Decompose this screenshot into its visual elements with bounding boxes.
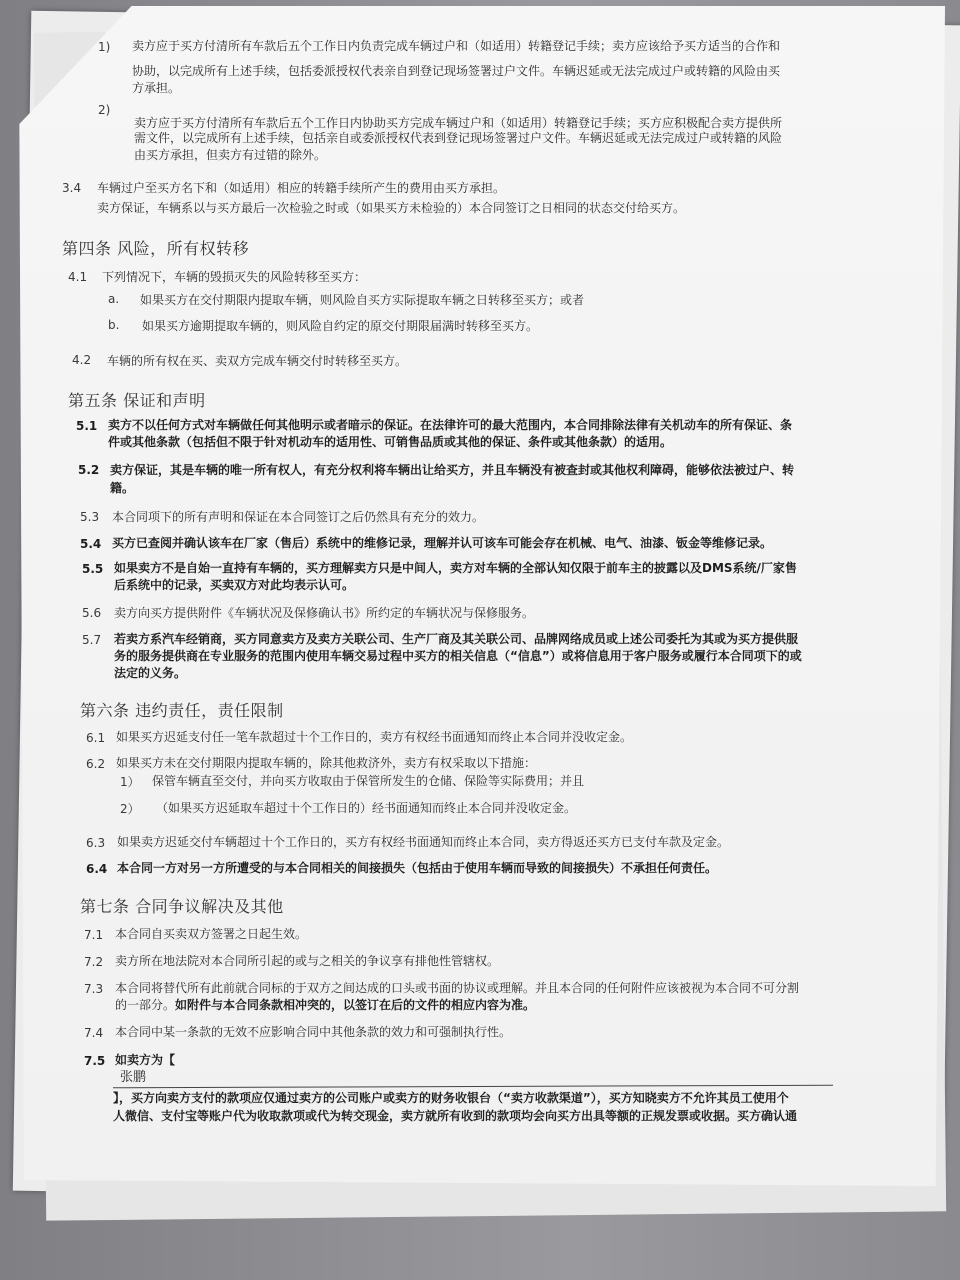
clause-text: 如果买方迟延支付任一笔车款超过十个工作日的，卖方有权经书面通知而终止本合同并没收定金。 [116, 730, 633, 744]
item-number: 2) [98, 103, 111, 117]
item-letter: a. [108, 292, 120, 306]
clause-text: 人微信、支付宝等账户代为收取款项或代为转交现金，卖方就所有收到的款项均会向买方出具等额的正规发票或收据。买方确认通 [113, 1109, 798, 1123]
clause-number: 5.2 [78, 463, 100, 477]
clause-text: 如卖方为【 [115, 1053, 176, 1067]
clause-number: 5.3 [80, 510, 100, 524]
clause-number: 4.2 [72, 353, 92, 367]
clause-text: 由买方承担，但卖方有过错的除外。 [134, 148, 327, 162]
seller-name-field: 张鹏 [120, 1070, 147, 1085]
clause-text: 卖方所在地法院对本合同所引起的或与之相关的争议享有排他性管辖权。 [115, 954, 500, 968]
clause-text: 法定的义务。 [114, 666, 187, 680]
clause-number: 6.4 [86, 862, 108, 876]
clause-text: 卖方不以任何方式对车辆做任何其他明示或者暗示的保证。在法律许可的最大范围内，本合同排除法律有关机动车的所有保证、条 [108, 418, 793, 432]
clause-text: 本合同将替代所有此前就合同标的于双方之间达成的口头或书面的协议或理解。并且本合同的任何附件应该被视为本合同不可分割 [115, 981, 800, 995]
article-heading: 第七条 合同争议解决及其他 [80, 897, 284, 916]
clause-text: 本合同中某一条款的无效不应影响合同中其他条款的效力和可强制执行性。 [115, 1025, 512, 1039]
clause-number: 6.2 [86, 757, 106, 771]
clause-text: 如果买方未在交付期限内提取车辆的，除其他救济外，卖方有权采取以下措施： [116, 756, 537, 770]
clause-text: 后系统中的记录，买卖双方对此均表示认可。 [114, 578, 355, 592]
clause-text: 本合同一方对另一方所遭受的与本合同相关的间接损失（包括由于使用车辆而导致的间接损失）不承担任何责任。 [117, 861, 718, 875]
clause-text: 卖方应于买方付清所有车款后五个工作日内负责完成车辆过户和（如适用）转籍登记手续；卖方应该给予买方适当的合作和 [132, 39, 781, 53]
clause-text-part: 如附件与本合同条款相冲突的，以签订在后的文件的相应内容为准。 [175, 998, 536, 1012]
clause-text [115, 997, 535, 1013]
item-number: 1） [120, 775, 140, 789]
clause-number: 6.1 [86, 731, 106, 745]
clause-text: 本合同项下的所有声明和保证在本合同签订之后仍然具有充分的效力。 [112, 510, 485, 524]
clause-text: 车辆过户至买方名下和（如适用）相应的转籍手续所产生的费用由买方承担。 [97, 181, 506, 195]
clause-text: 卖方保证，车辆系以与买方最后一次检验之时或（如果买方未检验的）本合同签订之日相同的状态交付给买方。 [97, 201, 686, 215]
fill-in-underline [113, 1085, 833, 1089]
clause-text: 件或其他条款（包括但不限于针对机动车的适用性、可销售品质或其他的保证、条件或其他条款）的适用。 [108, 435, 673, 449]
clause-text: 如果买方在交付期限内提取车辆，则风险自买方实际提取车辆之日转移至买方；或者 [140, 293, 585, 307]
clause-text: 本合同自买卖双方签署之日起生效。 [115, 927, 308, 941]
clause-text: 保管车辆直至交付，并向买方收取由于保管所发生的仓储、保险等实际费用；并且 [152, 774, 585, 788]
article-heading: 第四条 风险，所有权转移 [62, 239, 250, 258]
clause-text: 如果买方逾期提取车辆的，则风险自约定的原交付期限届满时转移至买方。 [142, 319, 539, 333]
clause-text: 如果卖方不是自始一直持有车辆的，买方理解卖方只是中间人，卖方对车辆的全部认知仅限于前车主的披露以及DMS系统/厂家售 [114, 561, 797, 575]
item-letter: b. [108, 318, 120, 332]
clause-text: 买方已查阅并确认该车在厂家（售后）系统中的维修记录，理解并认可该车可能会存在机械、电气、油漆、钣金等维修记录。 [112, 536, 773, 550]
clause-text: 如果卖方迟延交付车辆超过十个工作日的，买方有权经书面通知而终止本合同，卖方得返还买方已支付车款及定金。 [117, 835, 730, 849]
clause-text: 务的服务提供商在专业服务的范围内使用车辆交易过程中买方的相关信息（“信息”）或将信息用于客户服务或履行本合同项下的或 [114, 649, 802, 663]
clause-number: 5.7 [82, 633, 102, 647]
clause-text: 卖方保证，其是车辆的唯一所有权人，有充分权利将车辆出让给买方，并且车辆没有被查封或其他权利障碍，能够依法被过户、转 [110, 463, 795, 477]
clause-number: 5.1 [76, 419, 98, 433]
clause-number: 3.4 [62, 181, 82, 195]
clause-text: 方承担。 [132, 81, 181, 95]
item-number: 2） [120, 802, 140, 816]
article-heading: 第六条 违约责任，责任限制 [80, 701, 284, 720]
clause-number: 7.3 [84, 982, 104, 996]
clause-text: （如果买方迟延取车超过十个工作日的）经书面通知而终止本合同并没收定金。 [156, 801, 577, 815]
clause-text: 若卖方系汽车经销商，买方同意卖方及卖方关联公司、生产厂商及其关联公司、品牌网络成员或上述公司委托为其或为买方提供服 [114, 632, 799, 646]
clause-text: 车辆的所有权在买、卖双方完成车辆交付时转移至买方。 [107, 354, 408, 368]
clause-text: 卖方向买方提供附件《车辆状况及保修确认书》所约定的车辆状况与保修服务。 [114, 606, 535, 620]
clause-number: 6.3 [86, 836, 106, 850]
clause-number: 5.4 [80, 537, 102, 551]
clause-text: 需文件，以完成所有上述手续，包括亲自或委派授权代表到登记现场签署过户文件。车辆迟延或无法完成过户或转籍的风险 [134, 131, 783, 145]
clause-number: 5.6 [82, 606, 102, 620]
clause-number: 7.2 [84, 955, 104, 969]
article-heading: 第五条 保证和声明 [68, 391, 206, 410]
clause-number: 5.5 [82, 562, 104, 576]
clause-number: 7.5 [84, 1054, 106, 1068]
item-number: 1) [98, 40, 111, 54]
clause-text: 协助，以完成所有上述手续，包括委派授权代表亲自到登记现场签署过户文件。车辆迟延或无法完成过户或转籍的风险由买 [132, 64, 781, 78]
clause-text: 籍。 [110, 481, 135, 495]
clause-number: 7.1 [84, 928, 104, 942]
clause-number: 7.4 [84, 1026, 104, 1040]
clause-number: 4.1 [68, 270, 88, 284]
clause-text-part: 的一部分。 [115, 998, 176, 1012]
clause-text: 下列情况下，车辆的毁损灭失的风险转移至买方： [102, 270, 367, 284]
clause-text: 卖方应于买方付清所有车款后五个工作日内协助买方完成车辆过户和（如适用）转籍登记手续；买方应积极配合卖方提供所 [134, 116, 783, 130]
clause-text: 】，买方向卖方支付的款项应仅通过卖方的公司账户或卖方的财务收银台（“卖方收款渠道”），买方知晓卖方不允许其员工使用个 [113, 1091, 789, 1105]
